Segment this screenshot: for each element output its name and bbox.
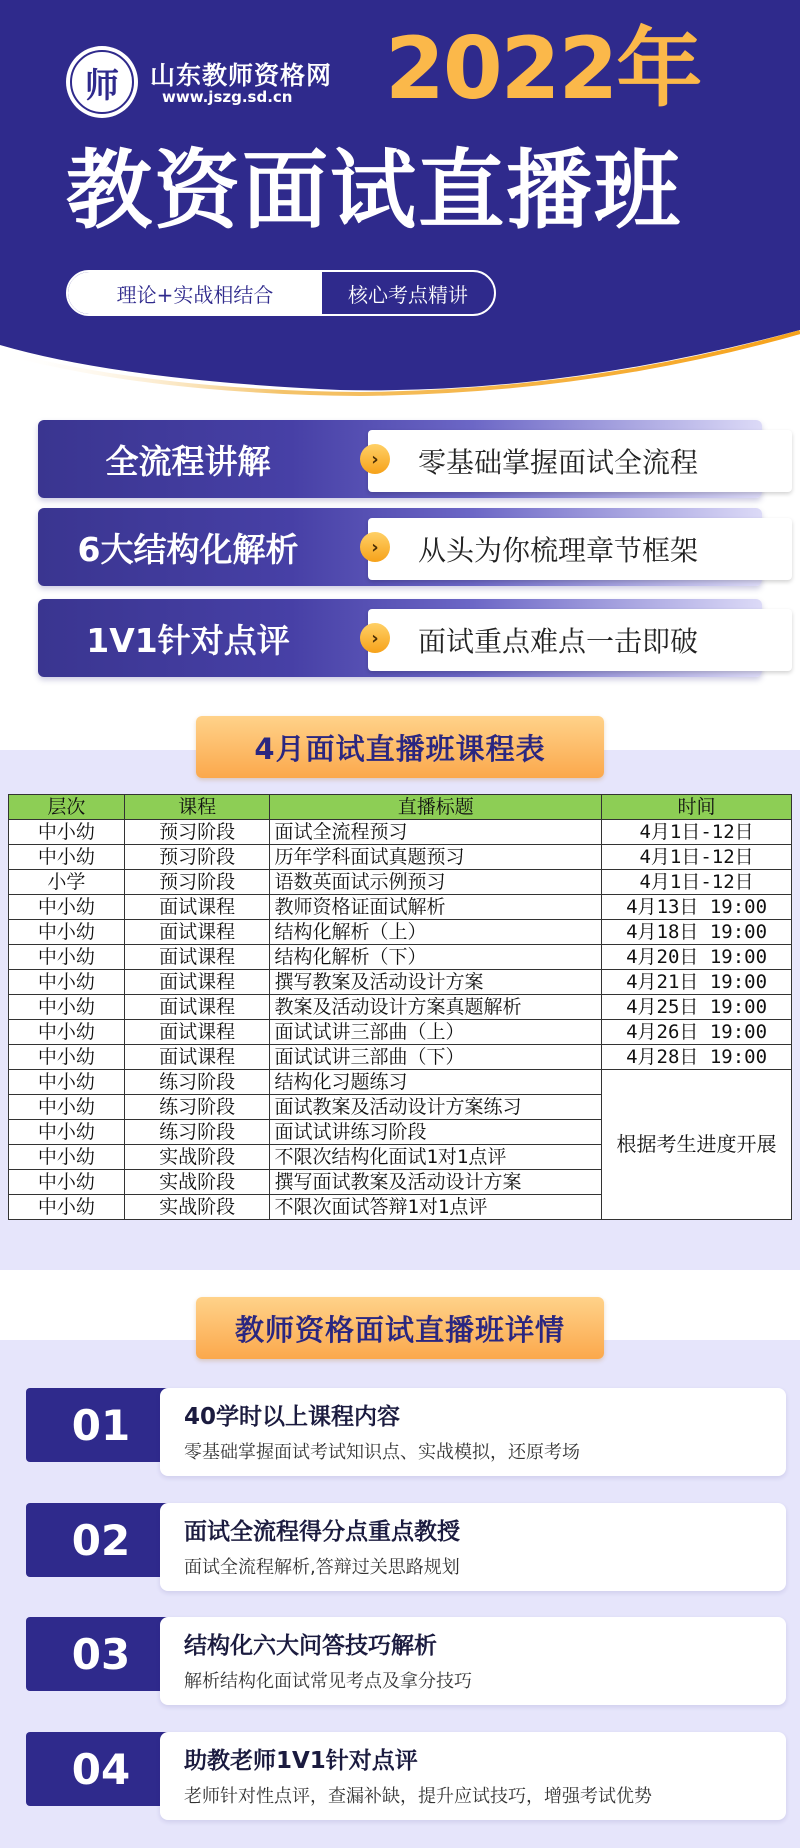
table-row [9,1070,792,1095]
table-row [9,1020,792,1045]
feature-bar [38,420,762,498]
table-row [9,1045,792,1070]
feature-bar [38,508,762,586]
time-cell: 4月28日 19:00 [602,1045,792,1070]
level-cell: 中小幼 [9,995,125,1020]
detail-card [160,1732,786,1820]
detail-number: 01 [26,1388,176,1462]
page-title: 教资面试直播班 [66,141,682,241]
level-cell: 中小幼 [9,1070,125,1095]
brand-url: www.jszg.sd.cn [162,88,293,106]
detail-desc: 零基础掌握面试考试知识点、实战模拟，还原考场 [184,1442,580,1463]
schedule-title: 4月面试直播班课程表 [196,716,604,778]
schedule-table [8,794,792,1220]
time-cell: 4月21日 19:00 [602,970,792,995]
detail-title: 助教老师1V1针对点评 [184,1748,418,1774]
table-row [9,820,792,845]
topic-cell: 语数英面试示例预习 [270,870,602,895]
topic-cell: 撰写面试教案及活动设计方案 [270,1170,602,1195]
feature-desc: 面试重点难点一击即破 [368,609,792,671]
chevron-right-icon: › [360,532,390,562]
table-row [9,970,792,995]
topic-cell: 面试试讲三部曲（下） [270,1045,602,1070]
course-cell: 面试课程 [124,1020,270,1045]
detail-card [160,1503,786,1591]
topic-cell: 面试试讲练习阶段 [270,1120,602,1145]
course-cell: 面试课程 [124,1045,270,1070]
feature-label: 全流程讲解 [105,441,271,481]
course-cell: 面试课程 [124,920,270,945]
detail-item [26,1617,786,1705]
level-cell: 中小幼 [9,1095,125,1120]
level-cell: 中小幼 [9,920,125,945]
level-cell: 中小幼 [9,1045,125,1070]
detail-item [26,1503,786,1591]
feature-desc: 从头为你梳理章节框架 [368,518,792,580]
detail-card [160,1617,786,1705]
topic-cell: 不限次结构化面试1对1点评 [270,1145,602,1170]
level-cell: 中小幼 [9,1170,125,1195]
course-cell: 预习阶段 [124,845,270,870]
course-cell: 练习阶段 [124,1095,270,1120]
column-header: 课程 [124,795,270,820]
detail-number: 03 [26,1617,176,1691]
topic-cell: 结构化习题练习 [270,1070,602,1095]
merged-time-cell: 根据考生进度开展 [602,1070,792,1220]
year-heading: 2022年 [385,19,701,119]
level-cell: 中小幼 [9,970,125,995]
topic-cell: 结构化解析（上） [270,920,602,945]
detail-title: 面试全流程得分点重点教授 [184,1519,460,1545]
table-row [9,920,792,945]
course-cell: 面试课程 [124,945,270,970]
chevron-right-icon: › [360,623,390,653]
table-row [9,845,792,870]
feature-label: 1V1针对点评 [86,620,290,660]
detail-desc: 解析结构化面试常见考点及拿分技巧 [184,1671,472,1692]
time-cell: 4月25日 19:00 [602,995,792,1020]
detail-item [26,1388,786,1476]
course-cell: 实战阶段 [124,1145,270,1170]
level-cell: 中小幼 [9,945,125,970]
brand-logo [66,46,138,118]
table-header-row [9,795,792,820]
time-cell: 4月1日-12日 [602,870,792,895]
level-cell: 中小幼 [9,820,125,845]
chevron-right-icon: › [360,444,390,474]
course-cell: 实战阶段 [124,1195,270,1220]
table-row [9,945,792,970]
level-cell: 中小幼 [9,1120,125,1145]
level-cell: 中小幼 [9,1145,125,1170]
header-banner [0,0,800,400]
topic-cell: 历年学科面试真题预习 [270,845,602,870]
level-cell: 中小幼 [9,845,125,870]
topic-cell: 撰写教案及活动设计方案 [270,970,602,995]
course-cell: 预习阶段 [124,870,270,895]
logo-glyph: 师 [85,65,119,106]
time-cell: 4月20日 19:00 [602,945,792,970]
topic-cell: 教师资格证面试解析 [270,895,602,920]
time-cell: 4月13日 19:00 [602,895,792,920]
details-title: 教师资格面试直播班详情 [196,1297,604,1359]
table-row [9,895,792,920]
tagline-left: 理论+实战相结合 [68,272,322,314]
course-cell: 实战阶段 [124,1170,270,1195]
time-cell: 4月1日-12日 [602,845,792,870]
time-cell: 4月1日-12日 [602,820,792,845]
topic-cell: 不限次面试答辩1对1点评 [270,1195,602,1220]
course-cell: 练习阶段 [124,1120,270,1145]
detail-item [26,1732,786,1820]
course-cell: 面试课程 [124,970,270,995]
tagline-right: 核心考点精讲 [348,282,468,307]
feature-desc: 零基础掌握面试全流程 [368,430,792,492]
detail-title: 结构化六大问答技巧解析 [184,1633,437,1659]
table-row [9,870,792,895]
level-cell: 中小幼 [9,895,125,920]
detail-number: 02 [26,1503,176,1577]
time-cell: 4月18日 19:00 [602,920,792,945]
detail-card [160,1388,786,1476]
column-header: 直播标题 [270,795,602,820]
tagline-pill [66,270,496,316]
course-cell: 面试课程 [124,995,270,1020]
topic-cell: 面试试讲三部曲（上） [270,1020,602,1045]
brand-name: 山东教师资格网 [150,61,333,90]
detail-title: 40学时以上课程内容 [184,1404,401,1430]
topic-cell: 结构化解析（下） [270,945,602,970]
feature-label: 6大结构化解析 [77,529,299,569]
course-cell: 预习阶段 [124,820,270,845]
topic-cell: 面试全流程预习 [270,820,602,845]
table-row [9,995,792,1020]
level-cell: 中小幼 [9,1020,125,1045]
detail-desc: 面试全流程解析,答辩过关思路规划 [184,1557,460,1578]
column-header: 层次 [9,795,125,820]
topic-cell: 面试教案及活动设计方案练习 [270,1095,602,1120]
detail-number: 04 [26,1732,176,1806]
level-cell: 中小幼 [9,1195,125,1220]
level-cell: 小学 [9,870,125,895]
detail-desc: 老师针对性点评，查漏补缺，提升应试技巧，增强考试优势 [184,1786,652,1807]
time-cell: 4月26日 19:00 [602,1020,792,1045]
column-header: 时间 [602,795,792,820]
course-cell: 练习阶段 [124,1070,270,1095]
topic-cell: 教案及活动设计方案真题解析 [270,995,602,1020]
feature-bar [38,599,762,677]
course-cell: 面试课程 [124,895,270,920]
